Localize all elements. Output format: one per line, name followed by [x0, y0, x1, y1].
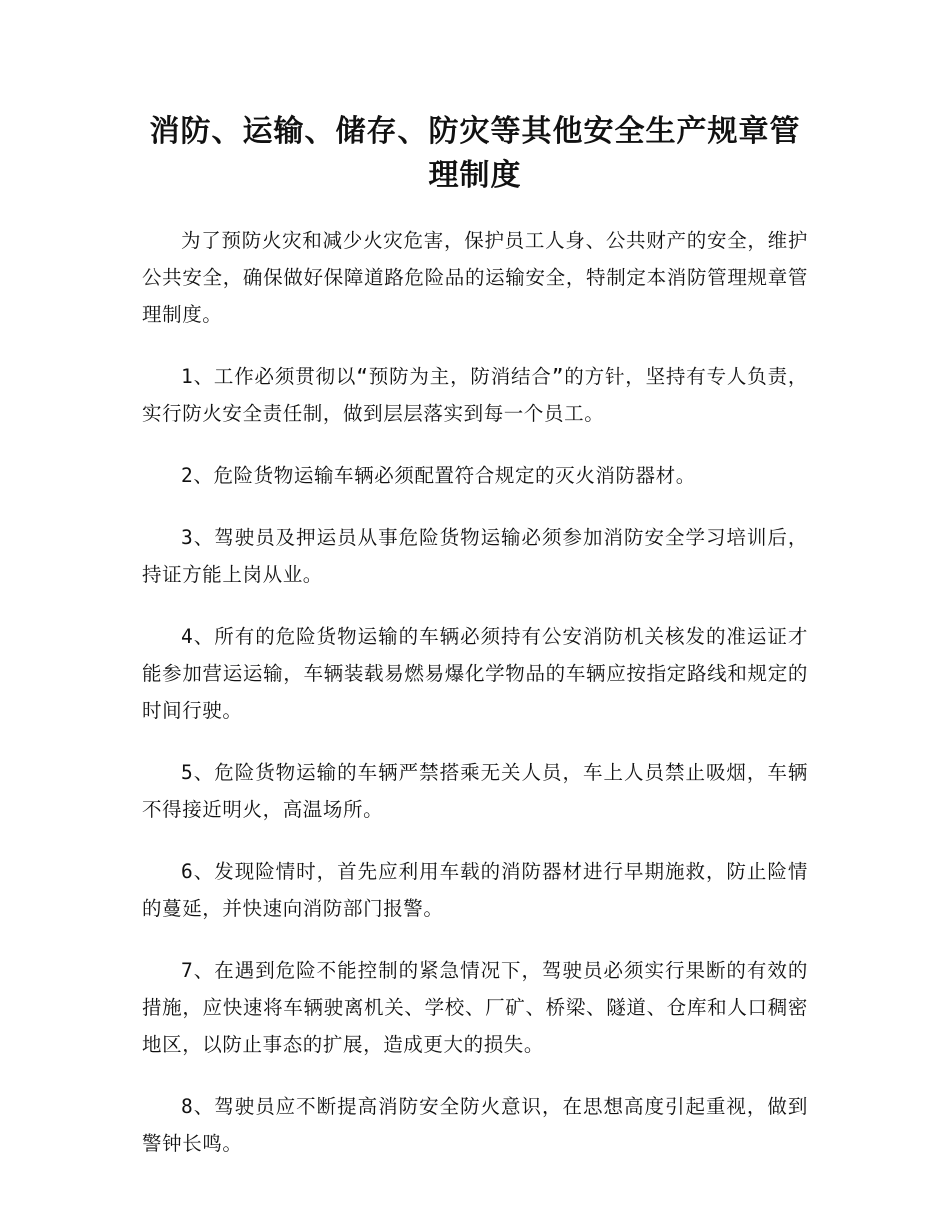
rule-4-paragraph: 4、所有的危险货物运输的车辆必须持有公安消防机关核发的准运证才能参加营运运输，车辆装载易燃易爆化学物品的车辆应按指定路线和规定的时间行驶。 [142, 625, 808, 722]
intro-paragraph: 为了预防火灾和减少火灾危害，保护员工人身、公共财产的安全，维护公共安全，确保做好保障道路危险品的运输安全，特制定本消防管理规章管理制度。 [142, 229, 808, 326]
document-title-line-1: 消防、运输、储存、防灾等其他安全生产规章管 [149, 114, 801, 149]
document-title-line-2: 理制度 [428, 158, 522, 193]
rule-6-paragraph: 6、发现险情时，首先应利用车载的消防器材进行早期施救，防止险情的蔓延，并快速向消防部门报警。 [142, 860, 808, 920]
rule-7-paragraph: 7、在遇到危险不能控制的紧急情况下，驾驶员必须实行果断的有效的措施，应快速将车辆驶离机关、学校、厂矿、桥梁、隧道、仓库和人口稠密地区，以防止事态的扩展，造成更大的损失。 [142, 959, 808, 1056]
rule-3-paragraph: 3、驾驶员及押运员从事危险货物运输必须参加消防安全学习培训后，持证方能上岗从业。 [142, 526, 808, 586]
rule-5-paragraph: 5、危险货物运输的车辆严禁搭乘无关人员，车上人员禁止吸烟，车辆不得接近明火，高温场所。 [142, 761, 808, 821]
rule-2-paragraph: 2、危险货物运输车辆必须配置符合规定的灭火消防器材。 [181, 464, 696, 487]
rule-8-paragraph: 8、驾驶员应不断提高消防安全防火意识，在思想高度引起重视，做到警钟长鸣。 [142, 1095, 808, 1155]
document-page [142, 110, 808, 1187]
document-title [142, 110, 808, 198]
rule-1-paragraph: 1、工作必须贯彻以“预防为主，防消结合”的方针，坚持有专人负责，实行防火安全责任制，做到层层落实到每一个员工。 [142, 365, 808, 425]
